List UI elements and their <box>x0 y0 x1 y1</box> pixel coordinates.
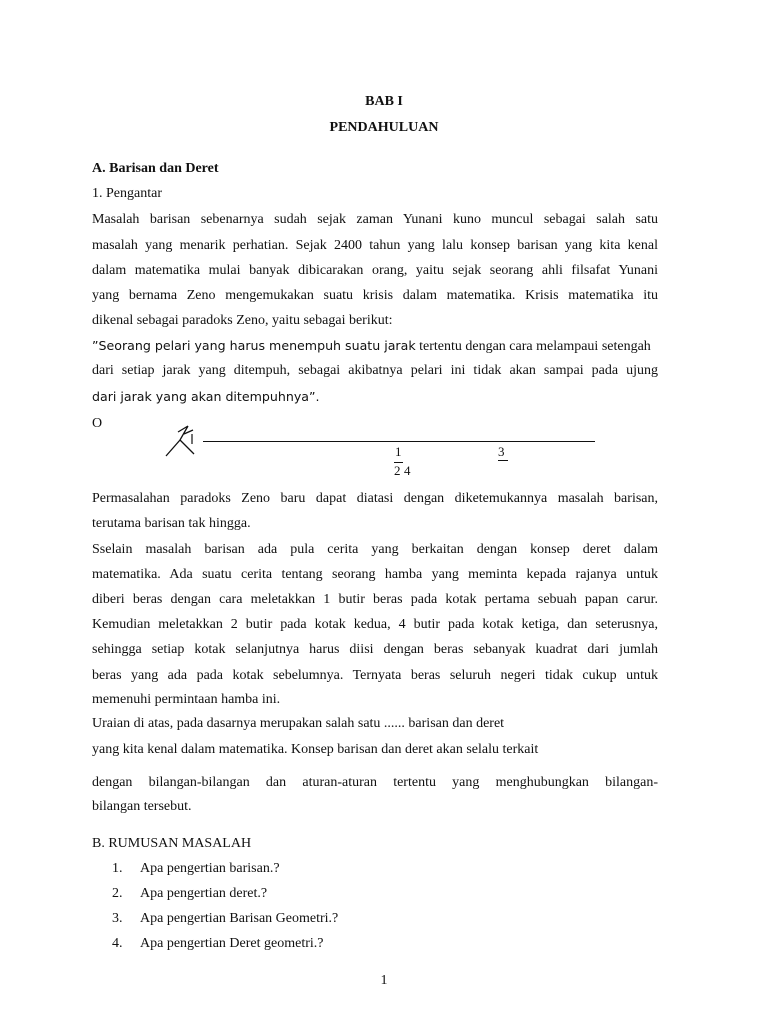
quote-opening: ”Seorang pelari yang harus menempuh suatu jarak <box>92 338 416 353</box>
fraction-numerator: 1 <box>395 444 402 459</box>
text-line: dalam matematika mulai banyak dibicarakan orang, yaitu sejak seorang ahli filsafat Yunani <box>92 263 658 278</box>
text-line: Kemudian meletakkan 2 butir pada kotak kedua, 4 butir pada kotak ketiga, dan seterusnya, <box>92 617 658 632</box>
list-item <box>112 886 267 902</box>
fraction-numerator: 3 <box>498 444 508 461</box>
distance-line <box>203 441 595 442</box>
list-number: 1. <box>112 861 123 876</box>
text-line: sehingga setiap kotak selanjutnya harus diisi dengan beras sebanyak kuadrat dari jumlah <box>92 642 658 657</box>
list-text: Apa pengertian Barisan Geometri.? <box>140 911 339 926</box>
text-line: dikenal sebagai paradoks Zeno, yaitu sebagai berikut: <box>92 313 393 328</box>
text-line: memenuhi permintaan hamba ini. <box>92 692 281 707</box>
text-line: dengan bilangan-bilangan dan aturan-aturan tertentu yang menghubungkan bilangan- <box>92 775 658 790</box>
text-line: beras yang ada pada kotak sebelumnya. Ternyata beras seluruh negeri tidak cukup untuk <box>92 668 658 683</box>
text-line: Sselain masalah barisan ada pula cerita yang berkaitan dengan konsep deret dalam <box>92 542 658 557</box>
page-number: 1 <box>380 973 388 988</box>
text-line: Permasalahan paradoks Zeno baru dapat diatasi dengan diketemukannya masalah barisan, <box>92 491 658 506</box>
fraction-denominator: 2 <box>394 462 403 479</box>
chapter-heading: BAB I <box>365 94 403 109</box>
text-line: bilangan tersebut. <box>92 799 192 814</box>
chapter-title: PENDAHULUAN <box>329 120 439 135</box>
list-text: Apa pengertian Deret geometri.? <box>140 936 324 951</box>
section-a-title: A. Barisan dan Deret <box>92 161 219 176</box>
list-number: 2. <box>112 886 123 901</box>
quote-continuation: tertentu dengan cara melampaui setengah <box>415 339 651 354</box>
text-line: masalah yang menarik perhatian. Sejak 2400 tahun yang lalu konsep barisan yang kita kenal <box>92 238 658 253</box>
fraction-denominator: 4 <box>404 463 411 478</box>
text-line: Uraian di atas, pada dasarnya merupakan salah satu ...... barisan dan deret <box>92 716 505 731</box>
text-line: yang bernama Zeno mengemukakan suatu krisis dalam matematika. Krisis matematika itu <box>92 288 658 303</box>
subsection-title: 1. Pengantar <box>92 186 162 201</box>
section-b-title: B. RUMUSAN MASALAH <box>92 836 252 851</box>
list-text: Apa pengertian deret.? <box>140 886 268 901</box>
origin-label: O <box>92 416 103 431</box>
text-line: terutama barisan tak hingga. <box>92 516 251 531</box>
quote-line: dari jarak yang akan ditempuhnya”. <box>92 389 320 404</box>
runner-icon <box>160 420 200 462</box>
list-number: 3. <box>112 911 123 926</box>
text-line: matematika. Ada suatu cerita tentang seorang hamba yang meminta kepada rajanya untuk <box>92 567 658 582</box>
quote-line <box>92 338 658 355</box>
list-number: 4. <box>112 936 123 951</box>
list-text: Apa pengertian barisan.? <box>140 861 280 876</box>
text-line: Masalah barisan sebenarnya sudah sejak zaman Yunani kuno muncul sebagai salah satu <box>92 212 658 227</box>
text-line: diberi beras dengan cara meletakkan 1 butir beras pada kotak pertama sebuah papan carur. <box>92 592 658 607</box>
list-item <box>112 861 280 877</box>
list-item <box>112 911 338 927</box>
text-line: yang kita kenal dalam matematika. Konsep barisan dan deret akan selalu terkait <box>92 742 539 757</box>
list-item <box>112 936 323 952</box>
quote-line: dari setiap jarak yang ditempuh, sebagai akibatnya pelari ini tidak akan sampai pada ujung <box>92 363 658 378</box>
